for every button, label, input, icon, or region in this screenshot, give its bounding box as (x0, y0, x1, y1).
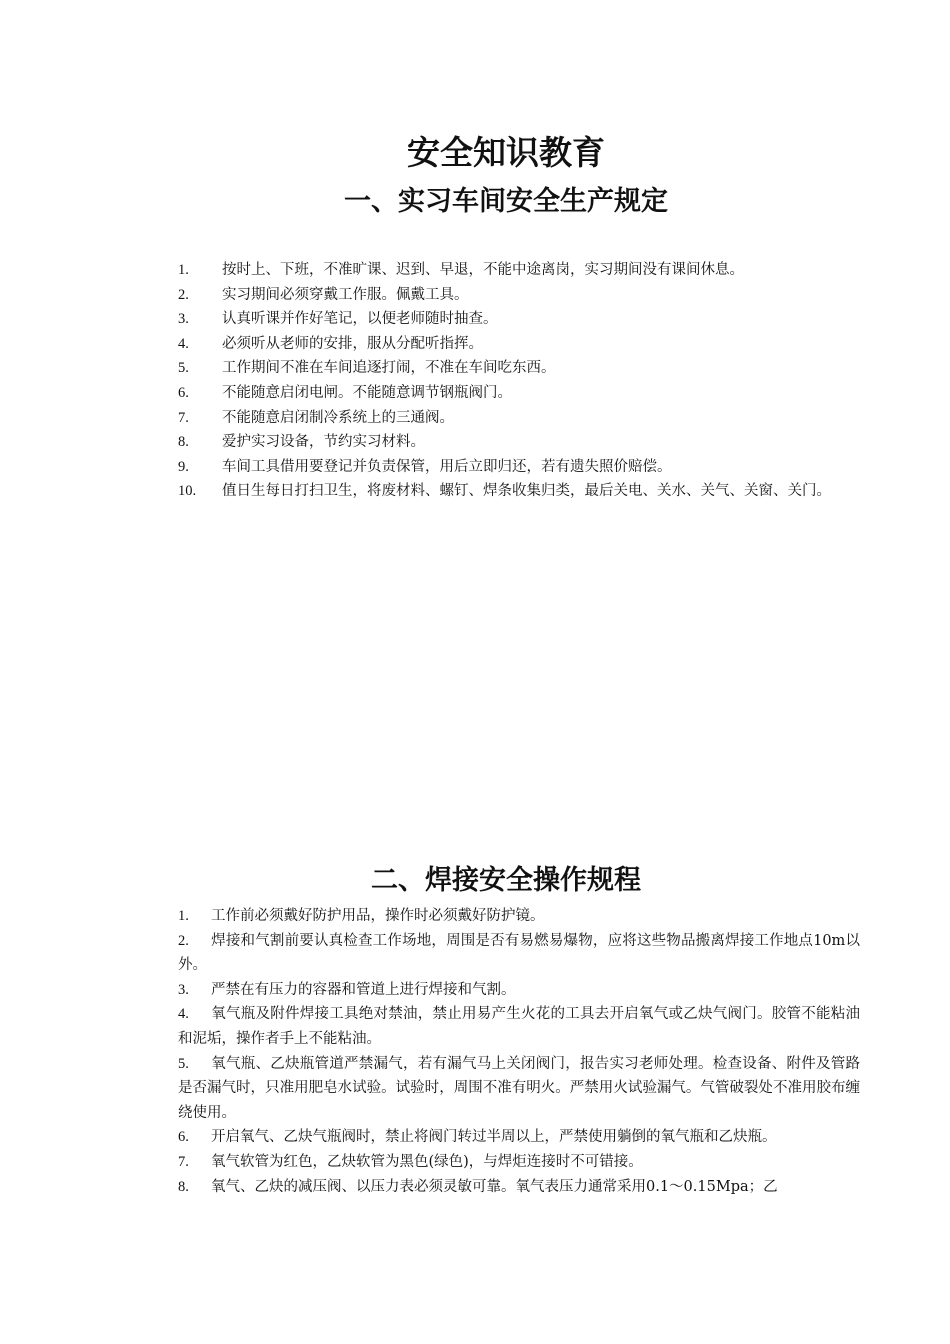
item-number: 4. (178, 1006, 189, 1023)
list-item (178, 1150, 860, 1175)
item-number: 5. (178, 1055, 189, 1072)
item-text: 车间工具借用要登记并负责保管，用后立即归还，若有遗失照价赔偿。 (222, 458, 672, 475)
item-text: 值日生每日打扫卫生，将废材料、螺钉、焊条收集归类，最后关电、关水、关气、关窗、关门。 (222, 483, 831, 500)
section-2-title: 二、焊接安全操作规程 (371, 865, 641, 896)
item-text: 焊接和气割前要认真检查工作场地，周围是否有易燃易爆物，应将这些物品搬离焊接工作地点10m以外。 (178, 932, 860, 974)
item-number: 5. (178, 360, 189, 377)
item-text: 工作前必须戴好防护用品，操作时必须戴好防护镜。 (211, 908, 545, 924)
list-item (178, 356, 860, 381)
item-text: 开启氧气、乙炔气瓶阀时，禁止将阀门转过半周以上，严禁使用躺倒的氧气瓶和乙炔瓶。 (211, 1129, 777, 1146)
item-text: 严禁在有压力的容器和管道上进行焊接和气割。 (211, 981, 516, 998)
list-item (178, 978, 860, 1003)
item-number: 8. (178, 1178, 189, 1195)
list-item (178, 430, 860, 455)
list-item (178, 455, 860, 480)
item-text: 氧气瓶及附件焊接工具绝对禁油，禁止用易产生火花的工具去开启氧气或乙炔气阀门。胶管不能粘油和泥垢，操作者手上不能粘油。 (178, 1006, 860, 1047)
document-title: 安全知识教育 (407, 133, 605, 172)
item-number: 7. (178, 409, 189, 426)
item-text: 不能随意启闭电闸。不能随意调节钢瓶阀门。 (222, 384, 512, 401)
list-item (178, 1175, 860, 1200)
item-number: 1. (178, 908, 189, 924)
list-item (178, 283, 860, 308)
list-item (178, 904, 860, 929)
item-number: 6. (178, 1129, 189, 1146)
item-text: 认真听课并作好笔记，以便老师随时抽查。 (222, 311, 498, 328)
item-text: 按时上、下班，不准旷课、迟到、早退，不能中途离岗，实习期间没有课间休息。 (222, 262, 744, 278)
item-number: 6. (178, 384, 189, 401)
item-text: 必须听从老师的安排，服从分配听指挥。 (222, 335, 483, 352)
item-number: 9. (178, 458, 189, 475)
item-text: 氧气软管为红色，乙炔软管为黑色(绿色)，与焊炬连接时不可错接。 (211, 1153, 643, 1170)
item-text: 实习期间必须穿戴工作服。佩戴工具。 (222, 286, 469, 303)
item-number: 8. (178, 434, 189, 451)
list-item (178, 307, 860, 332)
list-item (178, 406, 860, 431)
list-item (178, 381, 860, 406)
section-1-rules-list (178, 258, 860, 504)
section-2-rules-list (178, 904, 860, 1199)
list-item (178, 479, 860, 504)
list-item (178, 1002, 860, 1051)
item-text: 氧气、乙炔的减压阀、以压力表必须灵敏可靠。氧气表压力通常采用0.1～0.15Mpa；乙 (211, 1178, 778, 1195)
item-text: 不能随意启闭制冷系统上的三通阀。 (222, 409, 454, 426)
list-item (178, 1052, 860, 1126)
item-number: 1. (178, 262, 189, 278)
item-number: 3. (178, 311, 189, 328)
section-1-title: 一、实习车间安全生产规定 (344, 186, 668, 217)
list-item (178, 258, 860, 283)
item-text: 爱护实习设备，节约实习材料。 (222, 434, 425, 451)
list-item (178, 929, 860, 978)
item-number: 3. (178, 981, 189, 998)
item-number: 4. (178, 335, 189, 352)
item-text: 氧气瓶、乙炔瓶管道严禁漏气，若有漏气马上关闭阀门，报告实习老师处理。检查设备、附件及管路是否漏气时，只准用肥皂水试验。试验时，周围不准有明火。严禁用火试验漏气。气管破裂处不准用胶布缠绕使用。 (178, 1055, 860, 1121)
list-item (178, 1125, 860, 1150)
item-number: 2. (178, 286, 189, 303)
item-number: 10. (178, 483, 197, 500)
item-number: 7. (178, 1153, 189, 1170)
item-text: 工作期间不准在车间追逐打闹，不准在车间吃东西。 (222, 360, 556, 377)
item-number: 2. (178, 932, 189, 949)
list-item (178, 332, 860, 357)
